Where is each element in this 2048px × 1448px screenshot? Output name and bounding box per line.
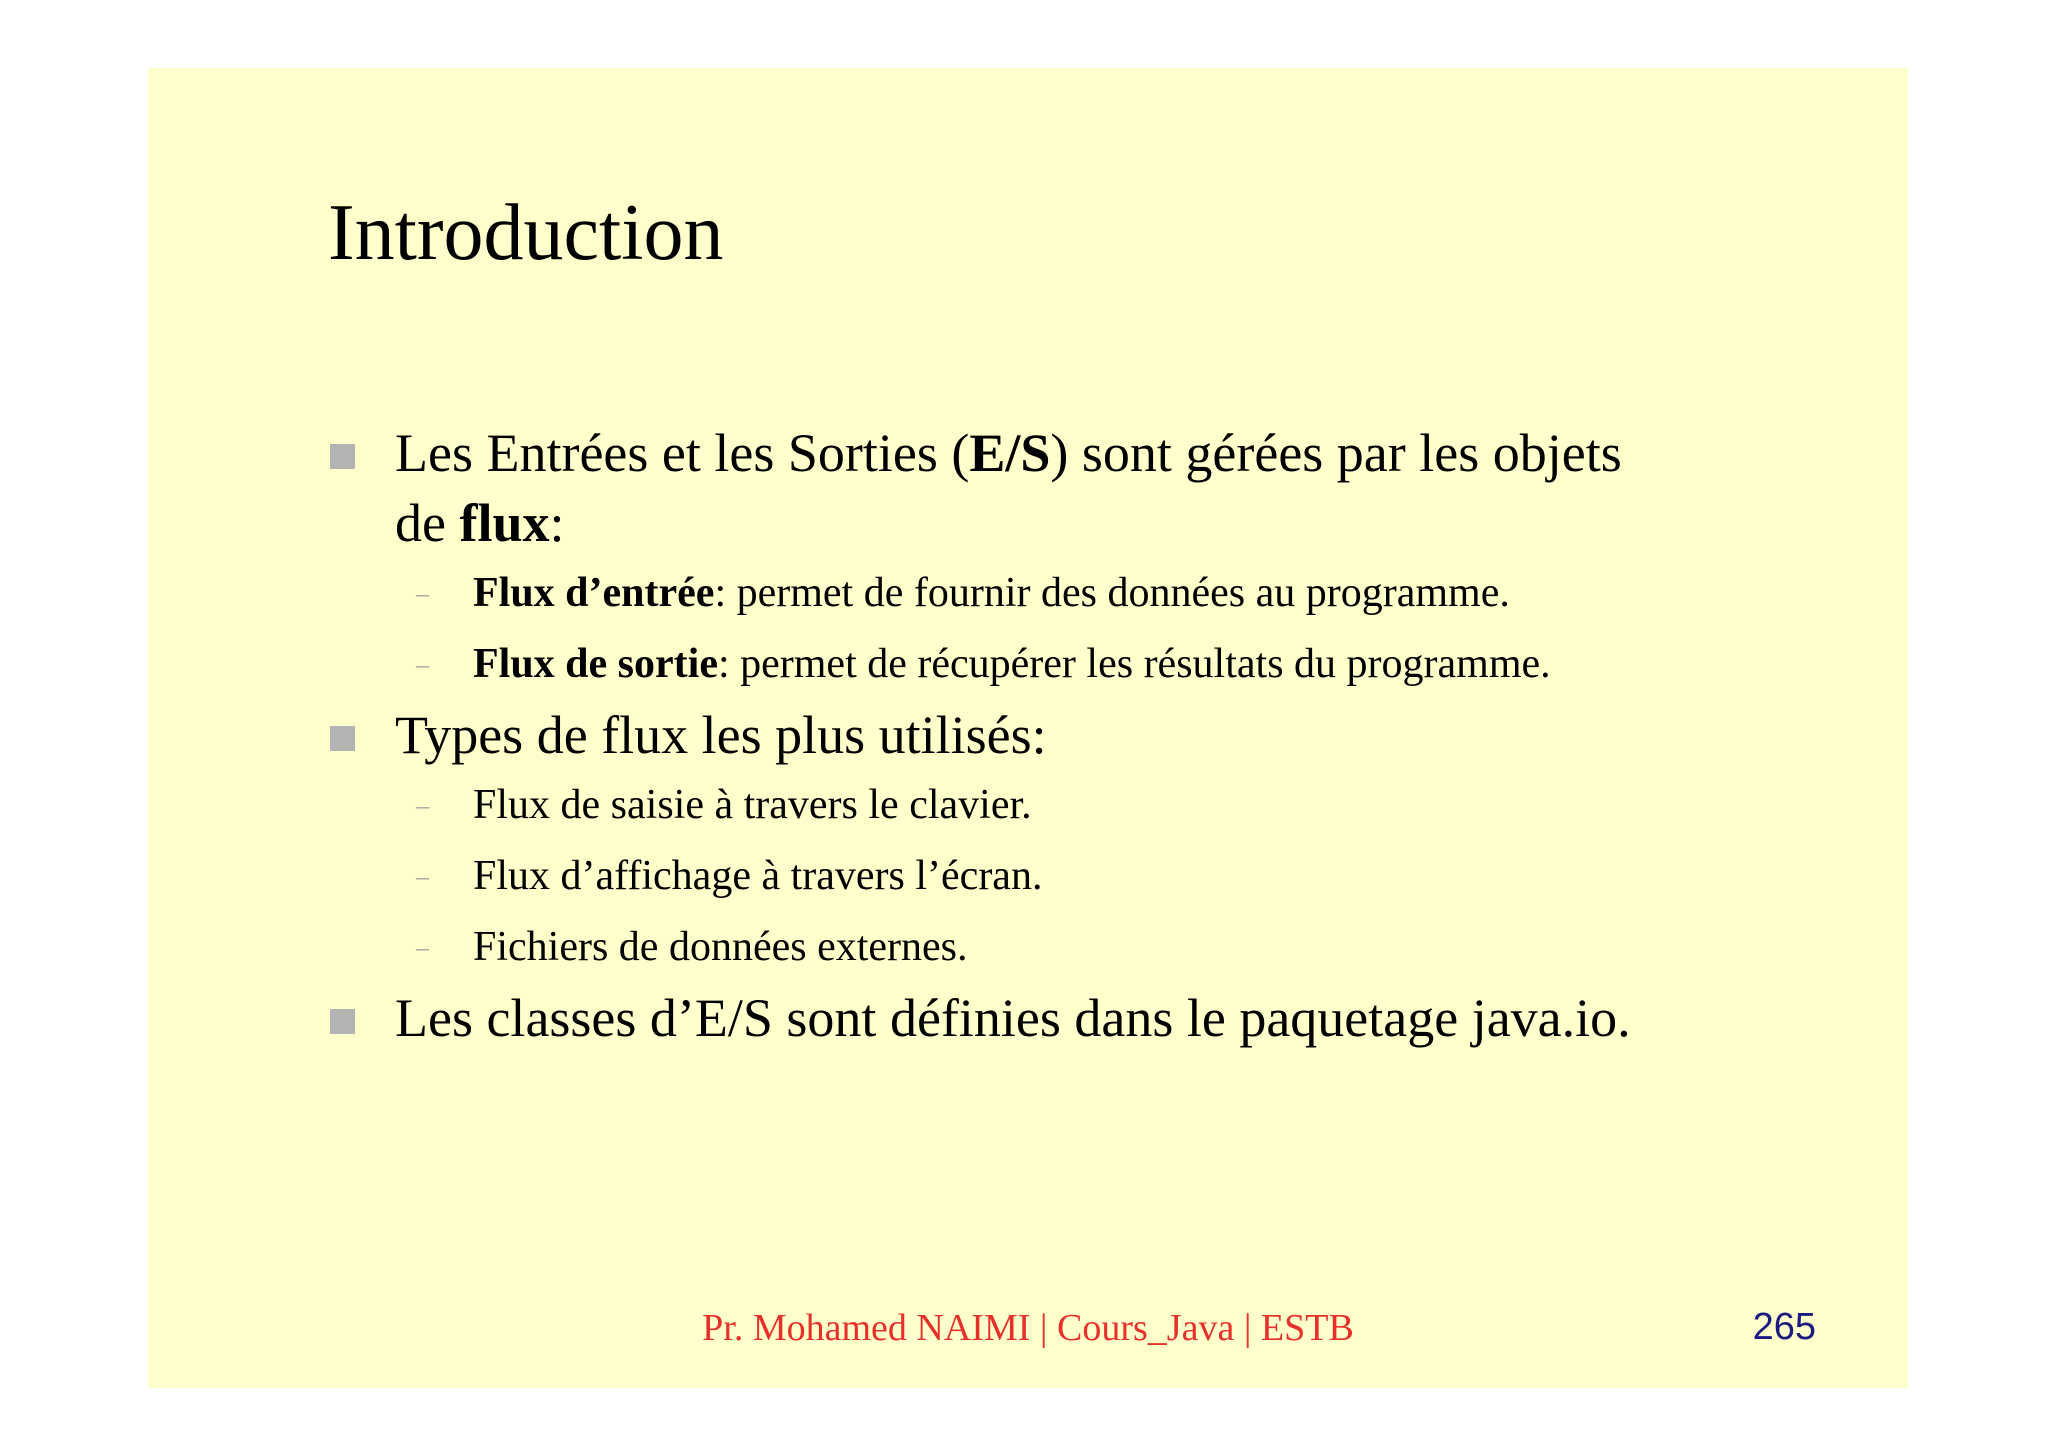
square-bullet-icon	[330, 444, 355, 469]
bullet-java-io: Les classes d’E/S sont définies dans le paquetage java.io.	[328, 983, 1798, 1053]
bullet-io-streams: Les Entrées et les Sorties (E/S) sont gérées par les objets de flux:	[328, 418, 1798, 558]
slide-content	[328, 418, 1798, 1053]
sub-bullet-output-stream: – Flux de sortie: permet de récupérer les résultats du programme.	[328, 629, 1798, 700]
dash-bullet-icon: –	[416, 579, 429, 608]
sub-bullet-screen: – Flux d’affichage à travers l’écran.	[328, 841, 1798, 912]
sub-bullet-files: – Fichiers de données externes.	[328, 912, 1798, 983]
slide-footer: Pr. Mohamed NAIMI | Cours_Java | ESTB	[702, 1307, 1354, 1349]
dash-bullet-icon: –	[416, 650, 429, 679]
dash-bullet-icon: –	[416, 933, 429, 962]
square-bullet-icon	[330, 726, 355, 751]
sub-bullet-keyboard: – Flux de saisie à travers le clavier.	[328, 770, 1798, 841]
dash-bullet-icon: –	[416, 791, 429, 820]
slide	[148, 68, 1908, 1388]
page-number: 265	[1752, 1306, 1816, 1348]
square-bullet-icon	[330, 1009, 355, 1034]
sub-bullet-input-stream: – Flux d’entrée: permet de fournir des données au programme.	[328, 558, 1798, 629]
bullet-stream-types: Types de flux les plus utilisés:	[328, 700, 1798, 770]
slide-title: Introduction	[328, 189, 724, 277]
dash-bullet-icon: –	[416, 862, 429, 891]
